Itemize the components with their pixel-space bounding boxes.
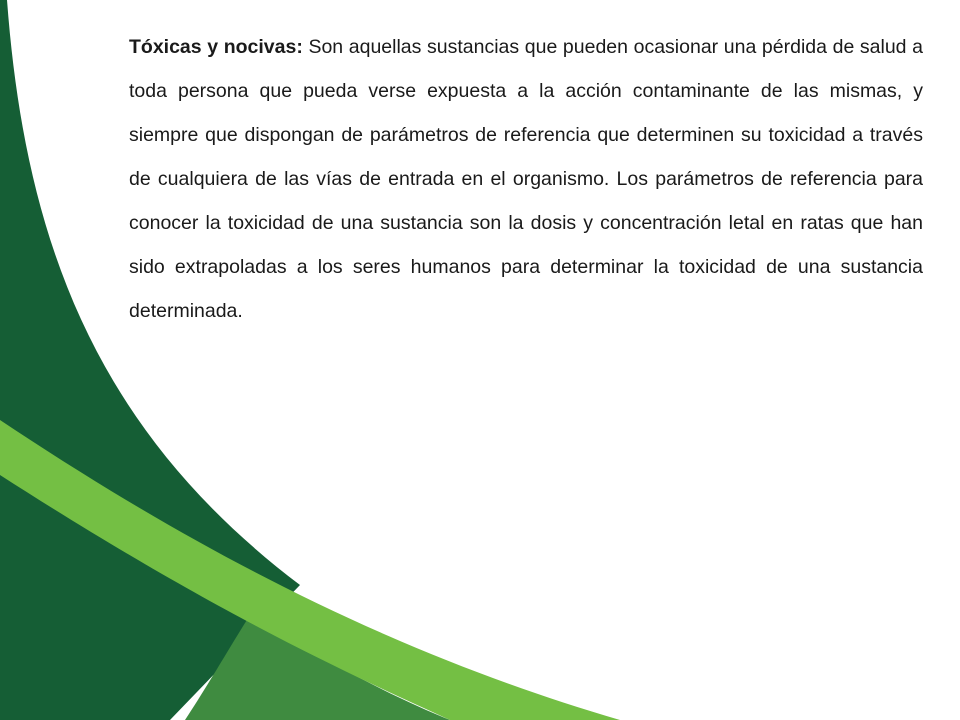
term-heading: Tóxicas y nocivas: (129, 36, 303, 58)
definition-text: Son aquellas sustancias que pueden ocasionar una pérdida de salud a toda persona que pueda verse expuesta a la acción contaminante de las mismas, y siempre que dispongan de parámetros de referencia que determinen su toxicidad a través de cualquiera de las vías de entrada en el organismo. Los parámetros de referencia para conocer la toxicidad de una sustancia son la dosis y concentración letal en ratas que han sido extrapoladas a los seres humanos para determinar la toxicidad de una sustancia determinada. (129, 36, 923, 322)
definition-paragraph (129, 25, 923, 333)
